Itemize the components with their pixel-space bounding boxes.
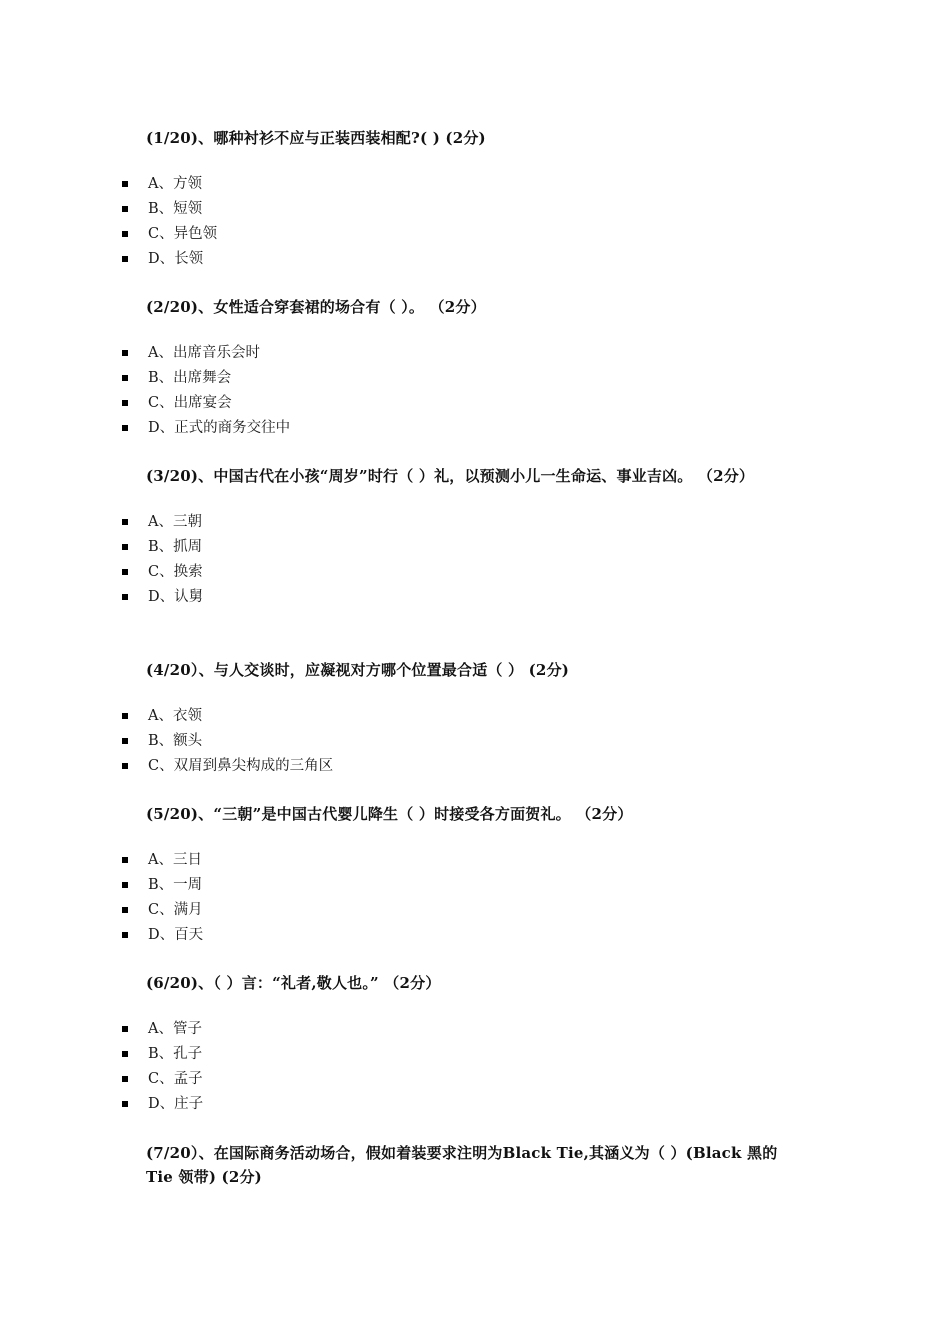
option-label: A、三日 [148, 852, 202, 868]
option-label: A、方领 [148, 176, 202, 192]
option-item [0, 1067, 806, 1092]
bullet-icon [122, 425, 128, 431]
option-list [0, 848, 806, 948]
bullet-icon [122, 594, 128, 600]
option-label: D、百天 [148, 927, 204, 943]
option-label: C、双眉到鼻尖构成的三角区 [148, 758, 334, 774]
bullet-icon [122, 763, 128, 769]
bullet-icon [122, 907, 128, 913]
option-label: B、一周 [148, 877, 203, 893]
option-item [0, 535, 806, 560]
option-item [0, 391, 806, 416]
question-block [0, 658, 806, 779]
option-label: D、长领 [148, 251, 204, 267]
option-label: B、出席舞会 [148, 370, 232, 386]
option-label: C、出席宴会 [148, 395, 232, 411]
option-list [0, 704, 806, 779]
bullet-icon [122, 231, 128, 237]
option-item [0, 1017, 806, 1042]
option-label: A、出席音乐会时 [148, 345, 260, 361]
option-label: D、庄子 [148, 1096, 204, 1112]
option-item [0, 247, 806, 272]
option-label: B、抓周 [148, 539, 203, 555]
question-text: (6/20)、（ ）言：“礼者,敬人也。” （2分） [146, 974, 441, 992]
option-item [0, 729, 806, 754]
question-block [0, 295, 806, 441]
option-item [0, 560, 806, 585]
question-text: (1/20)、哪种衬衫不应与正装西装相配?( ) (2分) [146, 129, 486, 147]
question-block [0, 126, 806, 272]
bullet-icon [122, 1101, 128, 1107]
question-text: (7/20）、在国际商务活动场合，假如着装要求注明为Black Tie,其涵义为（ ）(Black 黑的 Tie 领带) (2分) [146, 1144, 778, 1186]
option-item [0, 923, 806, 948]
option-item [0, 873, 806, 898]
option-list [0, 341, 806, 441]
bullet-icon [122, 1076, 128, 1082]
option-label: C、异色领 [148, 226, 218, 242]
option-label: C、换索 [148, 564, 203, 580]
option-item [0, 416, 806, 441]
question-text: (5/20)、“三朝”是中国古代婴儿降生（ ）时接受各方面贺礼。 （2分） [146, 805, 633, 823]
bullet-icon [122, 738, 128, 744]
bullet-icon [122, 882, 128, 888]
option-item [0, 366, 806, 391]
bullet-icon [122, 350, 128, 356]
option-list [0, 510, 806, 610]
option-item [0, 848, 806, 873]
option-list [0, 1017, 806, 1117]
option-item [0, 172, 806, 197]
bullet-icon [122, 181, 128, 187]
question-block [0, 464, 806, 610]
question-text: (4/20）、与人交谈时，应凝视对方哪个位置最合适（ ） (2分) [146, 661, 570, 679]
bullet-icon [122, 519, 128, 525]
option-item [0, 510, 806, 535]
question-text: (3/20)、中国古代在小孩“周岁”时行（ ）礼，以预测小儿一生命运、事业吉凶。 （2分） [146, 467, 755, 485]
option-list [0, 172, 806, 272]
option-label: A、管子 [148, 1021, 202, 1037]
bullet-icon [122, 713, 128, 719]
option-label: B、额头 [148, 733, 203, 749]
option-item [0, 341, 806, 366]
option-label: C、孟子 [148, 1071, 203, 1087]
option-item [0, 585, 806, 610]
bullet-icon [122, 857, 128, 863]
option-label: B、短领 [148, 201, 203, 217]
bullet-icon [122, 1026, 128, 1032]
option-item [0, 1092, 806, 1117]
option-item [0, 898, 806, 923]
bullet-icon [122, 569, 128, 575]
option-item [0, 222, 806, 247]
option-item [0, 754, 806, 779]
bullet-icon [122, 400, 128, 406]
bullet-icon [122, 544, 128, 550]
bullet-icon [122, 206, 128, 212]
option-label: C、满月 [148, 902, 203, 918]
question-block [0, 802, 806, 948]
bullet-icon [122, 375, 128, 381]
option-item [0, 704, 806, 729]
option-item [0, 197, 806, 222]
option-label: D、正式的商务交往中 [148, 420, 291, 436]
bullet-icon [122, 1051, 128, 1057]
option-label: B、孔子 [148, 1046, 203, 1062]
option-item [0, 1042, 806, 1067]
option-label: A、衣领 [148, 708, 202, 724]
option-label: D、认舅 [148, 589, 204, 605]
question-text: (2/20)、女性适合穿套裙的场合有（ ）。 （2分） [146, 298, 486, 316]
option-label: A、三朝 [148, 514, 202, 530]
question-block [0, 1141, 806, 1189]
bullet-icon [122, 932, 128, 938]
bullet-icon [122, 256, 128, 262]
question-block [0, 971, 806, 1117]
